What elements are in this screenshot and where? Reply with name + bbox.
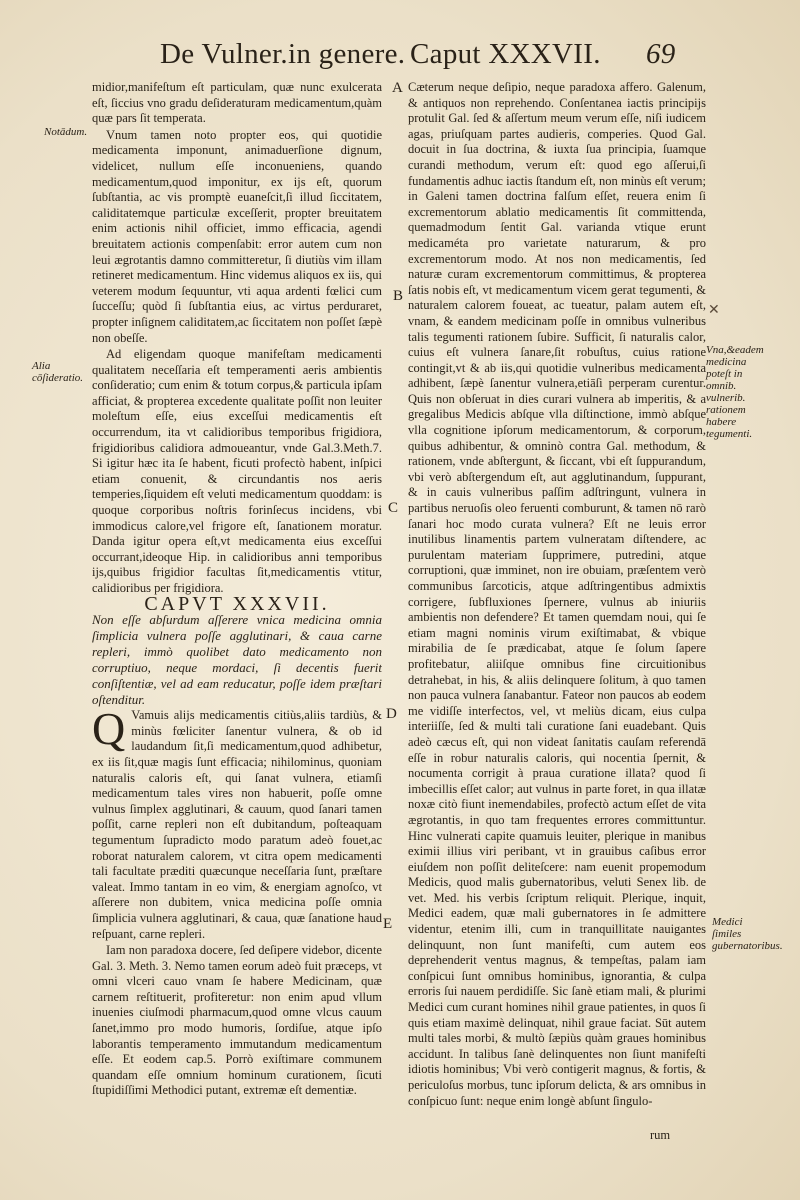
chapter-title: Caput XXXVII. (410, 38, 601, 70)
paragraph: Ad eligendam quoque manifeſtam medicamenti qualitatem neceſſaria eſt temperamenti aeris ambientis conſideratio; cum enim & totum corpus,& particula ipſam afficiat, & propterea excedente qualitate poſſit non leuiter moleſtum eſſe, eius exceſſui medicamentis eſt occurrendum, ita vt calidioribus temporibus frigidiora, frigidioribus calidiora admoueantur, vnde Gal.3.Meth.7. Si igitur hæc ita ſe habent, ficuti profectò habent, inſpici etiam conuenit, & circundantis nos aeris temperies,ſiquidem eſt veluti medicamentum quoddam: is quoque corporibus noſtris forinſecus incidens, vbi immodicus calore,vel frigore eſt, ſanationem moratur. Danda igitur opera eſt,vt medicamenta eius exceſſui occurrant,ideoque Hip. in calidioribus anni temporibus ijs,quibus frigidior facultas ſit,medicamentis vtitur, calidioribus per frigidiora. (92, 347, 382, 595)
catchword: rum (650, 1128, 671, 1142)
paragraph: midior,manifeſtum eſt particulam, quæ nunc exulcerata eſt, ſiccius vno gradu deſideraturam medicamentum,quàm quæ pars ſit temperata. (92, 80, 382, 126)
running-title: De Vulner.in genere. (160, 38, 406, 70)
section-letter-c: C (388, 500, 399, 516)
page-header (160, 38, 720, 78)
paragraph: Cæterum neque deſipio, neque paradoxa affero. Galenum, & antiquos non reprehendo. Conſentanea iactis principijs protulit Gal. ſed & aſſertum meum verum eſſe, niſi iudicem agas, priuſquam partes audieris, comperies. Quod Gal. docuit in ſua doctrina, & iuxta ſua principia, ſuamque curandi methodum, verum eſt: quod ego aſſerui,ſi fundamentis adhuc iactis ſtandum eſt, non minùs eſt verum; in Galeni tamen doctrina falſum eſſet, reuera enim ſi excrementorum ablatio medicamentis ſit committenda, quemadmodum ſentit Gal. varianda vtique erunt medicaméta pro varietate naturarum, & pro excrementorum modo. At nos non medicamentis, ſed naturæ curam excrementorum committimus, & propterea ſatis nobis eſt, vt medicamentum vicem gerat tegumenti, & naturalem calorem foueat, ac tueatur, palam autem eſt, vnam, & eandem medicinam poſſe in omnibus vulneribus talis tegumenti rationem ſubire. Sufficit, ſi naturalis calor, cuius eſt vulnera ſanare,ſit robuſtus, cuius ratione contingit,vt & ab iis,qui quotidie vulneribus medicamenta adhibent, ſæpè ſanentur vulnera,etiāſi perperam curentur. Quis non obſeruat in dies curari vulnera ab imperitis, & a gregalibus Medicis abſque vlla diſtinctione, immò abſque vlla cognitione ipſorum medicamentorum, & corporum, quibus adhibentur, & omninò contra Gal. methodum, & rationem, vnde abſtergunt, & ſiccant, vbi eſt ſuppurandum, vbi verò abſtergendum eſt, aut agglutinandum, ſuppurant, & in cauis vulneribus paſſim adſtringunt, vulnera in partibus neruoſis oleo feruenti comburunt, & tamen nō rarò ſanari hoc modo curata vulnera? Eſt ne leuis error inutilibus linamentis partem vulneratam diſtendere, ac purulentam materiam ſupprimere, putredini, atque corruptioni, quæ imminet, non ire obuiam, præſentem verò communibus ſarcoticis, atque adſtringentibus admixtis corrigere, ſubfluxiones ſpernere, vulnus ab iniuriis ambientis non defendere? Et tamen quemdam noui, qui ſe etiam magni nominis virum exiſtimabat, & vbique mirabilia de ſe prædicabat, atque ſe ſolum ſapere profitebatur, aliiſque omnibus fine circuitionibus detrahebat, in his, & aliis delinquere ſolitum, à quo tamen non pauca vulnera ſanabantur. Fateor non paucos ab eodem me vidiſſe interfectos, vel, vt meliùs dicam, eius culpa interiiſſe, ſed & multi tali curatione ſani euadebant. Quis adeò cæcus eſt, qui non videat ſanitatis cauſam referendā eſſe in robur naturalis caloris, qui nocentia ſpernit, & nocumenta corrigit à praua curatione illata? quod ſi imbecillis eſſet calor; aut vulnus in parte foret, in qua illatæ noxæ citò fiunt inemendabiles, profectò actum eſſet de vita ægrotantis, in quo tam frequentes errores committuntur. Hinc vulnerati capite quamuis leuiter, plerique in manibus eximii illius viri peribant, vt in grauibus caſibus error eiuſdem non poſſit deliteſcere: nam euenit propemodum Medicis, quod malis gubernatoribus, veluti Senex lib. de vet. Med. his verbis ſcriptum reliquit. Plerique, inquit, Medici eadem, quæ mali gubernatores in ſe admittere videntur, etenim illi, cum in tranquillitate nauigantes delinquunt, non ſunt manifeſti, cum autem eos deprehenderit ventus magnus, & tempeſtas, palam iam conſpicui ſunt omnibus hominibus, ignorantia, & culpa erroris ſui nauem perdidiſſe. Sic ſanè etiam mali, & plurimi Medici cum curant homines nihil graue patientes, in quos ſi quis etiam maximè delinquat, nihil graue faciat. Sūt autem multi tales morbi, & multò ſæpiùs quàm graues hominibus accidunt. In talibus ſanè delinquentes non ſiunt manifeſti idiotis hominibus; Vbi verò contigerit magnus, & fortis, & periculoſus morbus, tunc ipſorum delicta, & ars omnibus in conſpicuo ſunt: neque enim longè abſunt ſingulo- (408, 80, 706, 1108)
paragraph: Iam non paradoxa docere, ſed deſipere videbor, dicente Gal. 3. Meth. 3. Nemo tamen eorum adeò fuit præceps, vt omni vlceri cauo vnam ſe habere Medicinam, quæ carnem reſtituerit, profiteretur: non enim apud vllum inuenies ciuſmodi pharmacum,quod omne vlcus cauum ſanet,immo pro modo humoris, ſordiſue, atque ipſo laborantis temperamento immutandum medicamentum eſſe. Et eodem cap.5. Porrò exiſtimare communem quandam eſſe omnium hominum curationem, ſicuti ſtupidiſſimi Methodici putant, extremæ eſt dementiæ. (92, 943, 382, 1098)
ink-mark: ✕ (708, 302, 720, 318)
dropcap: Q (92, 703, 126, 755)
page-number: 69 (646, 38, 676, 70)
paragraph: Vnum tamen noto propter eos, qui quotidie medicamenta imponunt, animaduerſione dignum, videlicet, nullum eſſe inconueniens, quando medicamentum,quod imponitur, ex ijs eſt, quorum ſubſtantia, ac vis promptè euaneſcit,ſi illud ſiccitatem, caliditatemque particulæ exceſſerit, propter breuitatem enim actionis nihil officiet, immo efficacia, agendi breuitatem actionis compenſabit: error autem cum non leui ægrotantis damno committeretur, ſi diutiùs vim illam retineret medicamentum. Hinc videmus aliquos ex iis, qui veterem modum ſequuntur, vti aqua ardenti fœlici cum ſucceſſu; quòd ſi ſubſtantia eius, ac virtus perduraret, propter inſignem caliditatem,ac ſiccitatem non poſſet ſæpè non obeſſe. (92, 127, 382, 345)
paragraph-with-dropcap (92, 703, 382, 942)
margin-note-una-medicina: Vna,&eadem medicina poteſt in omnib. vulnerib. rationem habere tegumenti. (706, 344, 764, 440)
left-column (92, 80, 382, 1140)
margin-note-medici-similes: Medici ſimiles gubernatoribus. (712, 916, 783, 952)
right-column (408, 80, 706, 1148)
section-letter-b: B (393, 288, 404, 304)
margin-note-notandum: Notādum. (44, 126, 88, 138)
paragraph-text: Vamuis alijs medicamentis citiùs,aliis tardiùs, & minùs fœliciter ſanentur vulnera, & ob id laudandum ſit,ſi medicamentum,quod adhibetur, ex iis ſit,quæ magis ſunt efficacia; nihilominus, quoniam naturalis caloris eſt, qui ſanat vulnera, etiamſi medicamentum tales vires non habuerit, poſſe omne vulnus ſimplex agglutinari, & cauum, quod ſanari tamen poſſit, carne repleri non eſt dubitandum, poſteaquam tegumentum ſupradicto modo paratum adeò fouet,ac roborat naturalem calorem, vt citra opem medicamenti tali facultate præditi quæcunque neceſſaria ſunt, præſtare valeat. Immo tantam in eo vim, & energiam agnoſco, vt aſſerere non dubitem, vnica medicina poſſe omnia ſimplicia vulnera agglutinari, & caua, quæ ſanatione haud reſpuant, carne repleri. (92, 708, 382, 941)
section-letter-d: D (386, 706, 397, 722)
chapter-heading: CAPVT XXXVII. (144, 592, 330, 615)
section-letter-e: E (383, 916, 393, 932)
section-letter-a: A (392, 80, 403, 96)
chapter-summary: Non eſſe abſurdum aſſerere vnica medicina omnia ſimplicia vulnera poſſe agglutinari, & caua carne repleri, immò quolibet dato medicamento non corruptiuo, neque mordaci, ſi decentis fuerit conſiſtentiæ, vel ad eam reducatur, poſſe idem præſtari oſtenditur. (92, 612, 382, 708)
margin-note-alia-consideratio: Alia cōſideratio. (32, 360, 84, 384)
